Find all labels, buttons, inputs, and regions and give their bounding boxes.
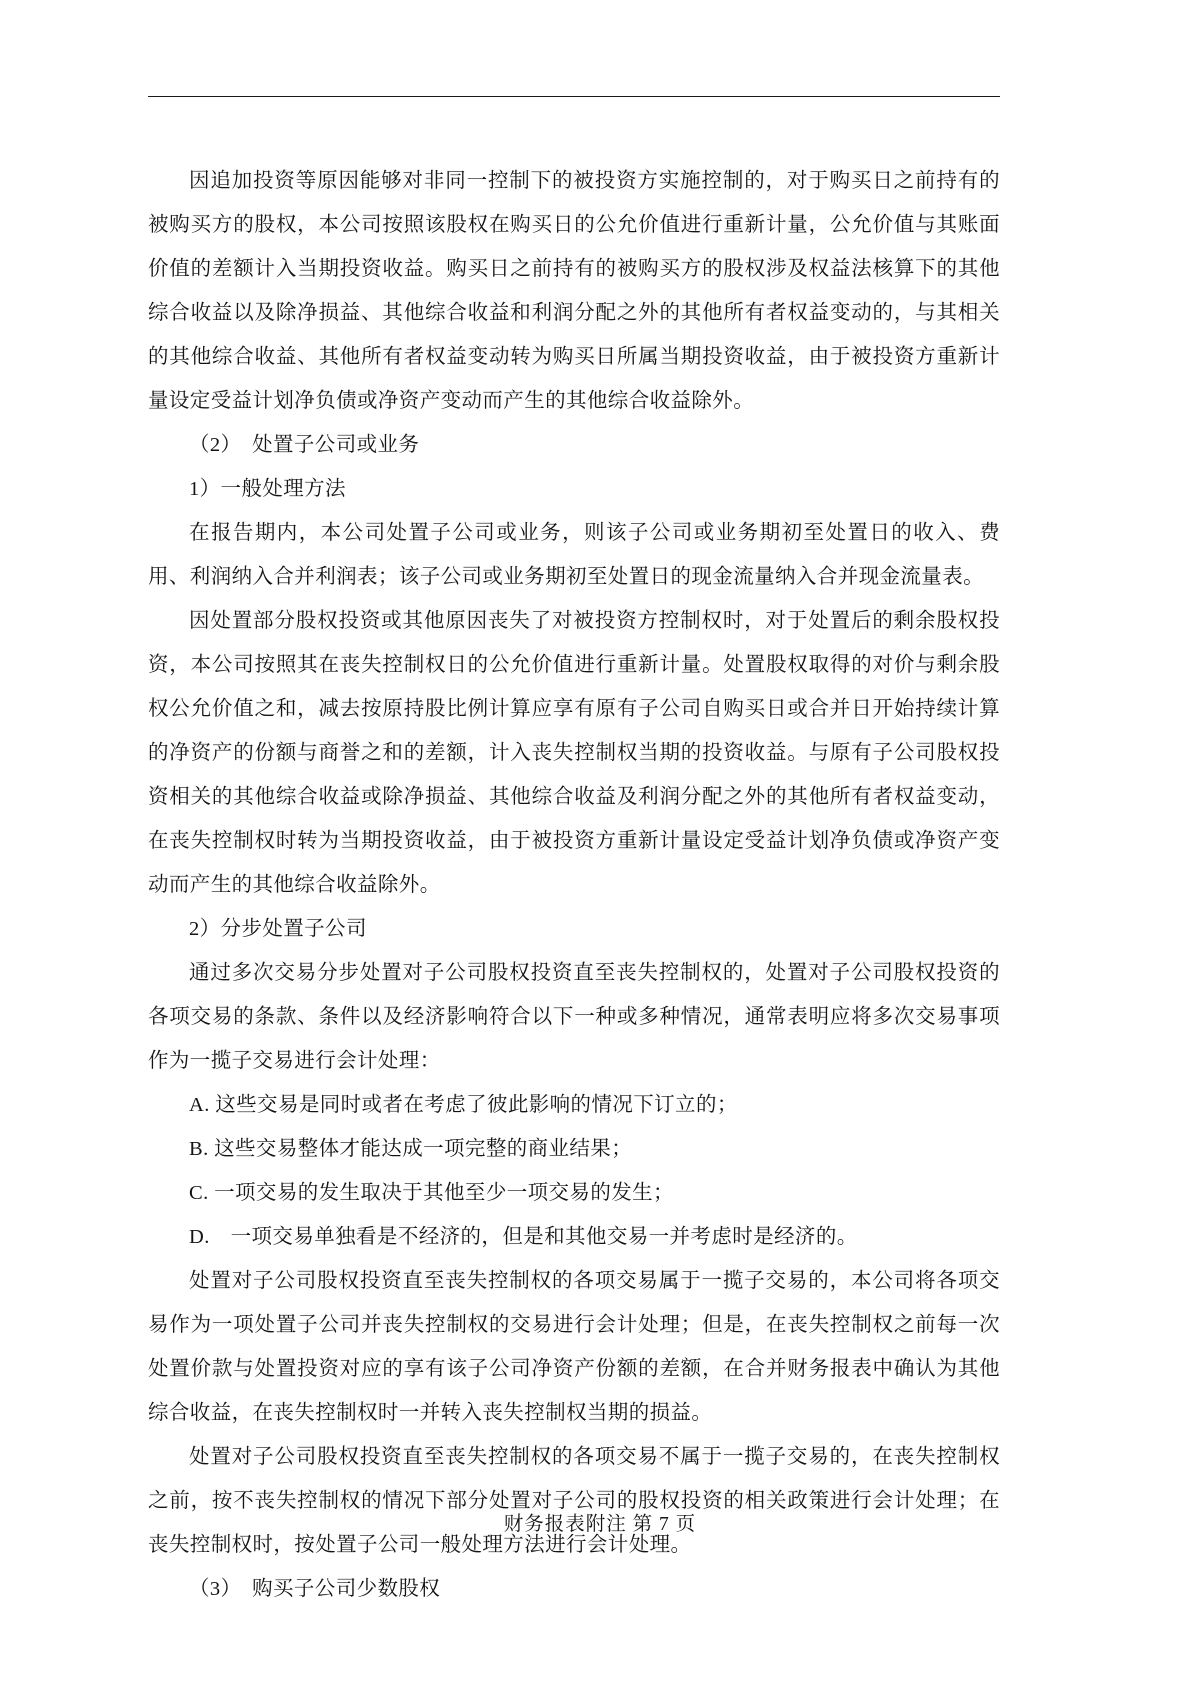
list-item-d: D. 一项交易单独看是不经济的，但是和其他交易一并考虑时是经济的。 <box>189 1226 858 1248</box>
list-item-c: C. 一项交易的发生取决于其他至少一项交易的发生； <box>189 1182 674 1204</box>
list-item-b: B. 这些交易整体才能达成一项完整的商业结果； <box>189 1138 633 1160</box>
paragraph: 处置对子公司股权投资直至丧失控制权的各项交易属于一揽子交易的，本公司将各项交易作为一项处置子公司并丧失控制权的交易进行会计处理；但是，在丧失控制权之前每一次处置价款与处置投资对应的享有该子公司净资产份额的差额，在合并财务报表中确认为其他综合收益，在丧失控制权时一并转入丧失控制权当期的损益。 <box>148 1270 1000 1424</box>
paragraph-subheading-1: 1）一般处理方法 <box>189 478 346 500</box>
header-divider <box>148 96 1000 97</box>
paragraph: 在报告期内，本公司处置子公司或业务，则该子公司或业务期初至处置日的收入、费用、利润纳入合并利润表；该子公司或业务期初至处置日的现金流量纳入合并现金流量表。 <box>148 522 1000 588</box>
page-footer: 财务报表附注 第 7 页 <box>503 1514 697 1535</box>
paragraph-heading-3: （3） 购买子公司少数股权 <box>189 1578 441 1600</box>
paragraph: 通过多次交易分步处置对子公司股权投资直至丧失控制权的，处置对子公司股权投资的各项交易的条款、条件以及经济影响符合以下一种或多种情况，通常表明应将多次交易事项作为一揽子交易进行会计处理： <box>148 962 1000 1072</box>
paragraph-subheading-2: 2）分步处置子公司 <box>189 918 367 940</box>
page-content <box>148 96 1000 1611</box>
paragraph: 因处置部分股权投资或其他原因丧失了对被投资方控制权时，对于处置后的剩余股权投资，本公司按照其在丧失控制权日的公允价值进行重新计量。处置股权取得的对价与剩余股权公允价值之和，减去按原持股比例计算应享有原有子公司自购买日或合并日开始持续计算的净资产的份额与商誉之和的差额，计入丧失控制权当期的投资收益。与原有子公司股权投资相关的其他综合收益或除净损益、其他综合收益及利润分配之外的其他所有者权益变动，在丧失控制权时转为当期投资收益，由于被投资方重新计量设定受益计划净负债或净资产变动而产生的其他综合收益除外。 <box>148 610 1000 896</box>
paragraph: 因追加投资等原因能够对非同一控制下的被投资方实施控制的，对于购买日之前持有的被购买方的股权，本公司按照该股权在购买日的公允价值进行重新计量，公允价值与其账面价值的差额计入当期投资收益。购买日之前持有的被购买方的股权涉及权益法核算下的其他综合收益以及除净损益、其他综合收益和利润分配之外的其他所有者权益变动的，与其相关的其他综合收益、其他所有者权益变动转为购买日所属当期投资收益，由于被投资方重新计量设定受益计划净负债或净资产变动而产生的其他综合收益除外。 <box>148 170 1000 412</box>
list-item-a: A. 这些交易是同时或者在考虑了彼此影响的情况下订立的； <box>189 1094 738 1116</box>
paragraph: 处置对子公司股权投资直至丧失控制权的各项交易不属于一揽子交易的，在丧失控制权之前，按不丧失控制权的情况下部分处置对子公司的股权投资的相关政策进行会计处理；在丧失控制权时，按处置子公司一般处理方法进行会计处理。 <box>148 1446 1000 1556</box>
body-text-block <box>148 159 1000 1611</box>
paragraph-heading-2: （2） 处置子公司或业务 <box>189 434 420 456</box>
